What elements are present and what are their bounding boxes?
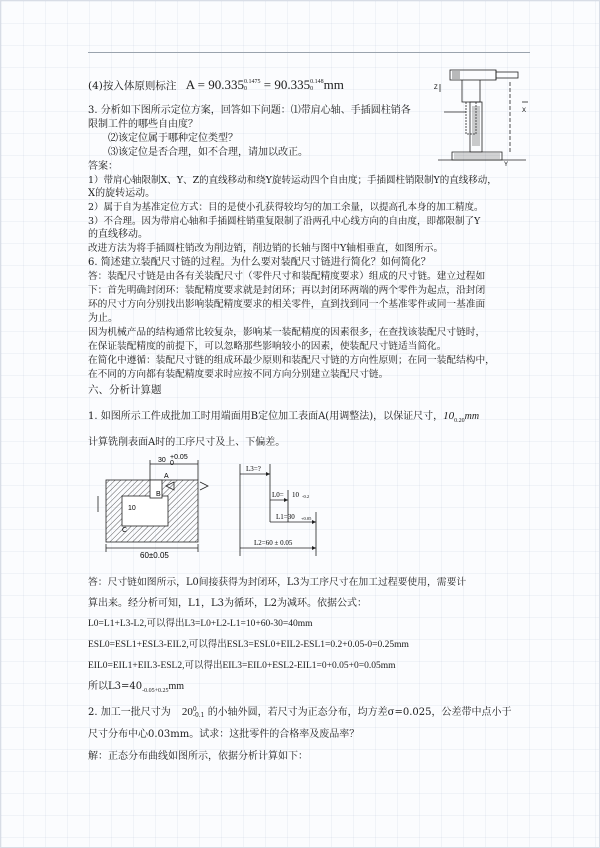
item4-formula: A = 90.335 0.1475 0 = 90.335 0.148 0 mm — [185, 77, 344, 93]
q6-ans-line1: 答：装配尺寸链是由各有关装配尺寸（零件尺寸和装配精度要求）组成的尺寸链。建立过程如 — [88, 271, 486, 282]
fig1-top-dim-tol2: 0 — [170, 460, 174, 467]
workpiece-diagram — [92, 452, 222, 562]
fig2-l2: L2=60 ± 0.05 — [254, 539, 293, 547]
calc-q1-line1: 1. 如图所示工件成批加工时用端面用B定位加工表面A(用调整法)，以保证尺寸，$10_{0.20}mm$ — [88, 410, 480, 424]
sol1-eq2: ESL0=ESL1+ESL3-EIL2,可以得出ESL3=ESL0+EIL2-ESL1=0.2+0.05-0=0.25mm — [88, 640, 409, 650]
q3-line4: ⑶该定位是否合理，如不合理，请加以改正。 — [108, 147, 308, 158]
answer-title: 答案： — [88, 161, 118, 172]
svg-text:Y: Y — [504, 162, 509, 168]
sol1-result: 所以$L3=40_{-0.05+0.25}mm$ — [88, 681, 185, 694]
fig1-label-a: A — [164, 473, 169, 480]
q6-how-line2: 在不同的方向都有装配精度要求时应按不同方向分别建立装配尺寸链。 — [88, 369, 389, 380]
fig1-top-dim-tol: +0.05 — [170, 454, 188, 461]
header-rule — [88, 52, 530, 53]
q6-how-line1: 在简化中遵循：装配尺寸链的组成环最少原则和装配尺寸链的方向性原则；在同一装配结构中， — [88, 355, 495, 366]
q6-ans-line4: 为止。 — [88, 313, 118, 324]
fixture-diagram — [432, 62, 532, 172]
svg-text:X: X — [522, 108, 527, 114]
svg-text:Z: Z — [434, 85, 438, 91]
item4-line — [88, 78, 344, 93]
answer-3-line1: 3）不合理。因为带肩心轴和手插圆柱销重复限制了沿两孔中心线方向的自由度，即都限制了Y — [88, 216, 481, 227]
fix-method: 改进方法为将手插圆柱销改为削边销，削边销的长轴与图中Y轴相垂直，如图所示。 — [88, 243, 444, 254]
sol1-line1: 答：尺寸链如图所示，L0间接获得为封闭环，L3为工序尺寸在加工过程要使用，需要计 — [88, 577, 467, 588]
answer-3-line2: 的直线移动。 — [88, 229, 148, 240]
sol1-eq1: L0=L1+L3-L2,可以得出L3=L0+L2-L1=10+60-30=40mm — [88, 619, 313, 629]
dimension-chain-diagram — [232, 460, 342, 560]
fig2-l1-tol: +0.05 — [301, 516, 312, 521]
fig1-label-b: B — [156, 491, 161, 498]
q2-line3: 解：正态分布曲线如图所示，依据分析计算如下： — [88, 751, 308, 762]
q6-why-line2: 在保证装配精度的前提下，可以忽略那些影响较小的因素，使装配尺寸链适当简化。 — [88, 341, 447, 352]
sol1-line2: 算出来。经分析可知，L1，L3为循环，L2为减环。依据公式： — [88, 598, 368, 609]
q2-line1: 2. 加工一批尺寸为 20 0 -0.1 的小轴外圆，若尺寸为正态分布，均方差σ=0.025，公差带中点小于 — [88, 705, 512, 719]
q2-line2: 尺寸分布中心0.03mm。试求：这批零件的合格率及废品率？ — [88, 729, 360, 740]
q6-ans-line3: 环的尺寸方向分别找出影响装配精度要求的相关零件，直到找到同一个基准零件或同一基准面 — [88, 299, 486, 310]
fig1-bottom-dim: 60±0.05 — [140, 551, 169, 560]
fig1-label-c: C — [122, 527, 128, 534]
q6-title: 6. 简述建立装配尺寸链的过程。为什么要对装配尺寸链进行简化？如何简化？ — [88, 257, 431, 268]
q6-why-line1: 因为机械产品的结构通常比较复杂，影响某一装配精度的因素很多，在查找该装配尺寸链时， — [88, 327, 486, 338]
fig2-l0: L0= — [272, 491, 284, 499]
answer-1-line1: 1）带肩心轴限制X、Y、Z的直线移动和绕Y旋转运动四个自由度；手插圆柱销限制Y的直线移动， — [88, 175, 497, 186]
q3-line3: ⑵该定位属于哪种定位类型？ — [108, 133, 238, 144]
calc-q1-line2: 计算铣削表面A时的工序尺寸及上、下偏差。 — [88, 437, 286, 448]
fig2-l1: L1=30 — [276, 513, 295, 521]
fig2-l3: L3=? — [246, 465, 261, 473]
q6-ans-line2: 下：首先明确封闭环：装配精度要求就是封闭环；再以封闭环两端的两个零件为起点，沿封闭 — [88, 285, 486, 296]
item4-prefix: (4)按入体原则标注 — [88, 80, 177, 92]
q3-line1: 3. 分析如下图所示定位方案，回答如下问题：⑴带肩心轴、手插圆柱销各 — [88, 105, 411, 116]
section-heading: 六、分析计算题 — [88, 384, 162, 396]
fig1-left-dim: 10 — [128, 505, 136, 512]
answer-1-line2: X的旋转运动。 — [88, 188, 156, 199]
q3-line2: 限制工件的哪些自由度？ — [88, 119, 198, 130]
fig2-l0-val: 10 — [292, 491, 299, 499]
fig2-l0-tol: -0.2 — [302, 494, 310, 499]
sol1-eq3: EIL0=EIL1+EIL3-ESL2,可以得出EIL3=EIL0+ESL2-EIL1=0+0.05+0=0.05mm — [88, 661, 396, 671]
answer-2: 2）属于自为基准定位方式：目的是使小孔获得较均匀的加工余量，以提高孔本身的加工精度。 — [88, 202, 484, 213]
fig1-top-dim: 30 — [158, 457, 166, 464]
